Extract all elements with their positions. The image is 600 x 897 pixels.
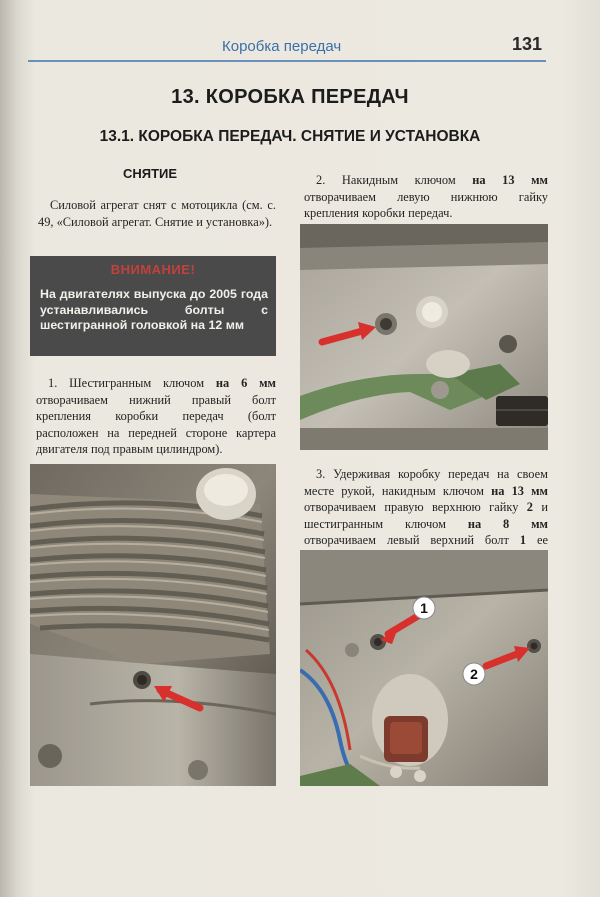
callout-2: 2	[470, 666, 478, 682]
header-rule	[28, 60, 546, 62]
step-3-ref-2: 2	[526, 500, 533, 514]
step-3-text-4: отворачиваем левый верхний болт	[304, 533, 520, 547]
step-1-paragraph	[36, 375, 276, 458]
step-3-ref-1: 1	[519, 533, 527, 547]
photo-lower-nut	[300, 224, 548, 450]
warning-text: На двигателях выпуска до 2005 года устанавливались болты с шестигранной головкой на 12 мм	[40, 287, 268, 332]
warning-title: ВНИМАНИЕ!	[110, 262, 196, 277]
step-1-text-rest: отворачиваем нижний правый болт крепления коробки передач (болт расположен на передней стороне картера двигателя под правым цилиндром).	[36, 392, 276, 456]
subhead-removal: СНЯТИЕ	[123, 166, 178, 181]
step-2-text-rest: отворачиваем левую нижнюю гайку крепления коробки передач.	[304, 189, 548, 220]
step-3-text: 3. Удерживая коробку передач на своем месте рукой, накидным ключом	[304, 467, 548, 498]
warning-box	[30, 256, 276, 356]
step-2-paragraph	[304, 172, 548, 222]
step-3-text-2: отворачиваем правую верхнюю гайку	[304, 500, 527, 514]
step-3-wrench-size-8: на 8 мм	[467, 516, 548, 531]
step-3-text-3: и шестигранным ключом	[304, 500, 548, 531]
step-1-text: 1. Шестигранным ключом	[48, 376, 216, 390]
running-head: Коробка передач	[222, 38, 342, 55]
step-1-wrench-size: на 6 мм	[215, 376, 276, 390]
step-3-wrench-size-13: на 13 мм	[491, 483, 548, 498]
photo-cylinder-bolt	[30, 464, 276, 786]
step-2-text: 2. Накидным ключом	[316, 173, 473, 187]
callout-1: 1	[420, 600, 428, 616]
section-title: 13.1. КОРОБКА ПЕРЕДАЧ. СНЯТИЕ И УСТАНОВКА	[99, 128, 481, 145]
page-number: 131	[512, 34, 543, 54]
chapter-title: 13. КОРОБКА ПЕРЕДАЧ	[171, 86, 409, 108]
step-3-text-5: ее	[536, 533, 548, 547]
photo-upper-fasteners	[300, 550, 548, 786]
intro-paragraph: Силовой агрегат снят с мотоцикла (см. с. 49, «Силовой агрегат. Снятие и установка»).	[38, 198, 276, 229]
step-2-wrench-size: на 13 мм	[472, 173, 548, 187]
